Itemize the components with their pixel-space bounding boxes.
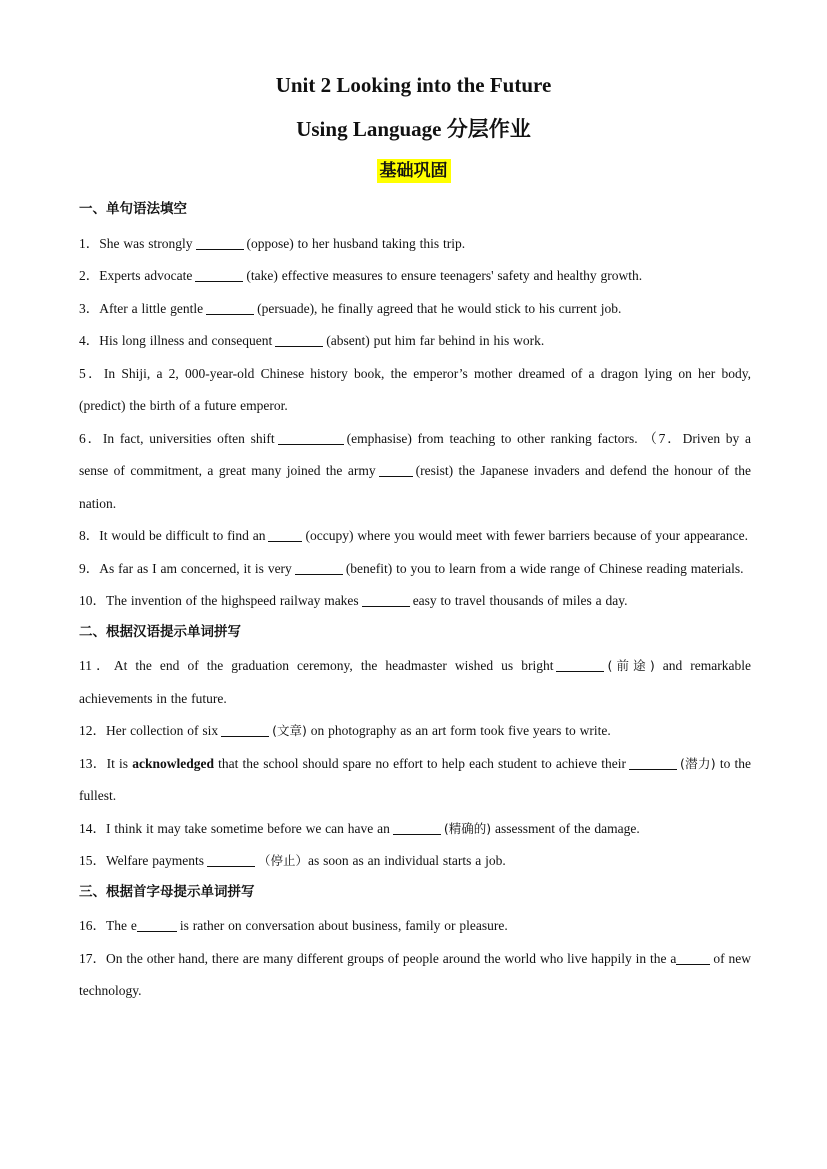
question-16 <box>79 910 751 943</box>
question-3 <box>79 293 751 326</box>
question-number: 2． <box>79 268 100 283</box>
level-heading: 基础巩固 <box>377 159 451 183</box>
question-text: She was strongly <box>99 235 193 251</box>
answer-blank <box>221 722 269 737</box>
question-text: After a little gentle <box>99 300 204 316</box>
answer-blank <box>196 235 244 250</box>
answer-blank <box>207 852 255 867</box>
question-number: 3． <box>79 300 100 316</box>
section-heading-grammar: 一、单句语法填空 <box>79 201 187 217</box>
question-1 <box>79 228 751 261</box>
chinese-hint: （停止） <box>258 853 309 868</box>
question-number: 10． <box>79 593 106 608</box>
question-text: In Shiji, a 2, 000-year-old Chinese history book, the emperor’s mother dreamed of a dragon lying on her body, (predict) the birth of a future emperor. <box>79 365 751 413</box>
question-text: As far as I am concerned, it is very <box>99 560 292 576</box>
question-8 <box>79 520 751 553</box>
question-text: and remarkable achievements in the future. <box>79 658 752 706</box>
question-14 <box>79 813 751 846</box>
question-10 <box>79 585 751 618</box>
question-13 <box>79 748 751 813</box>
chinese-hint: (前途) <box>607 658 655 673</box>
question-text: easy to travel thousands of miles a day. <box>412 593 628 608</box>
question-number: 13． <box>79 755 107 771</box>
exercise-content <box>79 195 751 1008</box>
answer-blank <box>556 657 604 672</box>
question-number: 9． <box>79 560 100 576</box>
question-text: that the school should spare no effort to help each student to achieve their <box>218 755 626 771</box>
question-number: 15． <box>79 853 106 868</box>
question-text: The e <box>106 918 137 933</box>
answer-blank <box>362 592 410 607</box>
question-4 <box>79 325 751 358</box>
level-heading-wrap <box>0 159 827 183</box>
answer-blank <box>295 560 343 575</box>
answer-blank <box>379 462 413 477</box>
question-text: (benefit) to you to learn from a wide range of Chinese reading materials. <box>345 560 744 576</box>
question-number: 16． <box>79 918 106 933</box>
question-17 <box>79 943 751 1008</box>
answer-blank <box>629 755 677 770</box>
answer-blank <box>268 527 302 542</box>
answer-blank <box>393 820 441 835</box>
question-number: 5． <box>79 365 104 381</box>
question-number: 17． <box>79 950 107 966</box>
question-text: It is <box>106 755 129 771</box>
question-text: It would be difficult to find an <box>99 528 266 543</box>
question-text: to the fullest. <box>79 755 751 803</box>
answer-blank <box>206 300 254 315</box>
chinese-hint: (文章) <box>272 723 307 738</box>
page-subtitle: Using Language 分层作业 <box>296 117 531 141</box>
section-heading-chinese-hint: 二、根据汉语提示单词拼写 <box>79 623 241 640</box>
question-number: 1． <box>79 235 100 251</box>
question-text: Experts advocate <box>99 268 193 283</box>
answer-blank <box>137 917 177 932</box>
question-number: 12． <box>79 723 106 738</box>
question-text: At the end of the graduation ceremony, the headmaster wished us bright <box>113 658 554 673</box>
section-heading-initial-letter: 三、根据首字母提示单词拼写 <box>79 883 255 900</box>
chinese-hint: (潜力) <box>680 755 716 771</box>
answer-blank <box>275 332 323 347</box>
question-number: 14． <box>79 820 106 836</box>
question-text: (emphasise) from teaching to other ranking factors. （7．Driven by a sense of commitment, a great many joined the army <box>79 430 751 478</box>
question-text: His long illness and consequent <box>99 333 273 348</box>
question-2 <box>79 260 751 293</box>
question-6-7 <box>79 423 751 521</box>
question-number: 4． <box>79 333 100 348</box>
question-number: 8． <box>79 528 100 543</box>
answer-blank <box>195 267 243 282</box>
question-text: The invention of the highspeed railway makes <box>106 593 359 608</box>
question-12 <box>79 715 751 748</box>
question-text: (persuade), he finally agreed that he would stick to his current job. <box>257 300 622 316</box>
page-title: Unit 2 Looking into the Future <box>275 73 552 97</box>
question-text: Her collection of six <box>106 723 219 738</box>
question-15 <box>79 845 751 878</box>
question-11 <box>79 650 751 715</box>
question-text: assessment of the damage. <box>495 820 640 836</box>
question-text: (resist) the Japanese invaders and defend the honour of the nation. <box>79 463 752 511</box>
question-text: I think it may take sometime before we can have an <box>106 820 390 836</box>
question-number: 6． <box>79 430 103 446</box>
question-text: (absent) put him far behind in his work. <box>326 333 545 348</box>
question-text: is rather on conversation about business, family or pleasure. <box>179 918 508 933</box>
question-text: On the other hand, there are many different groups of people around the world who live happily in the a <box>106 950 677 966</box>
question-number: 11． <box>79 658 114 673</box>
question-text: of new technology. <box>79 950 751 998</box>
chinese-hint: (精确的) <box>443 820 492 836</box>
question-text: as soon as an individual starts a job. <box>308 853 506 868</box>
question-text: (oppose) to her husband taking this trip. <box>246 235 466 251</box>
answer-blank <box>676 950 710 965</box>
question-5 <box>79 358 751 423</box>
question-text: In fact, universities often shift <box>102 430 275 446</box>
question-text: on photography as an art form took five years to write. <box>310 723 611 738</box>
answer-blank <box>278 430 344 445</box>
bold-keyword: acknowledged <box>132 755 214 771</box>
question-text: Welfare payments <box>106 853 204 868</box>
question-text: (take) effective measures to ensure teenagers' safety and healthy growth. <box>246 268 643 283</box>
question-9 <box>79 553 751 586</box>
question-text: (occupy) where you would meet with fewer barriers because of your appearance. <box>305 528 749 543</box>
